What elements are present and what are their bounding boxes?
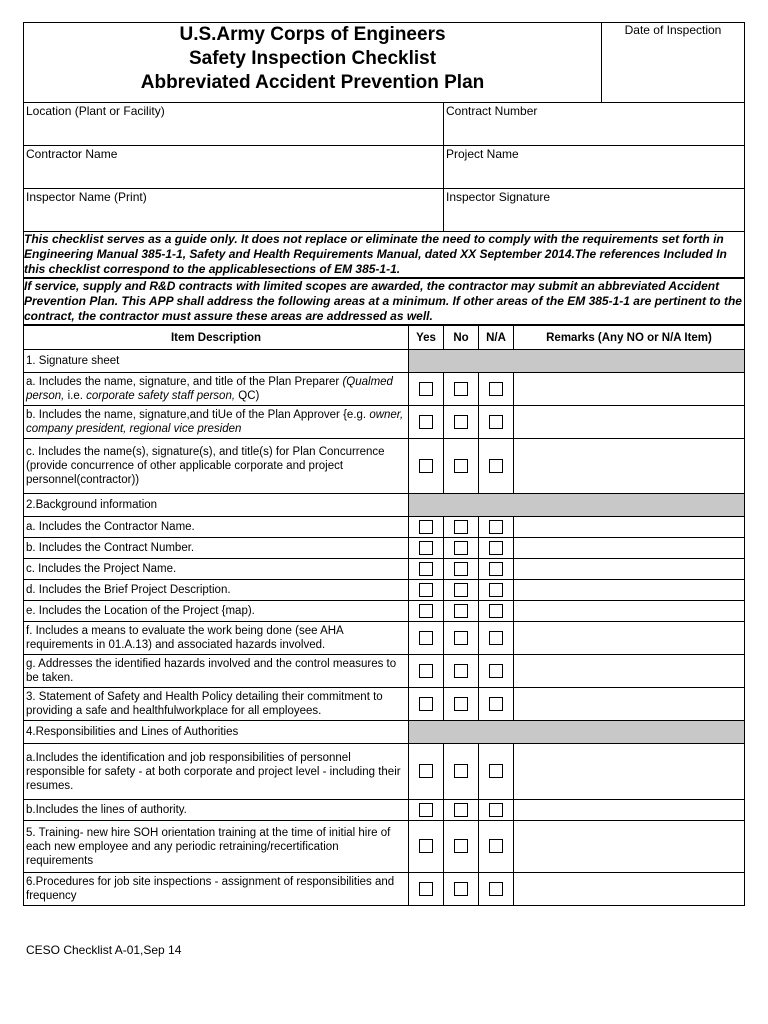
table-row xyxy=(24,538,745,559)
na-checkbox[interactable] xyxy=(489,459,503,473)
yes-checkbox[interactable] xyxy=(419,839,433,853)
table-row xyxy=(24,873,745,906)
section-shade xyxy=(409,494,745,517)
na-checkbox[interactable] xyxy=(489,839,503,853)
table-row xyxy=(24,439,745,494)
remarks-cell[interactable] xyxy=(514,688,745,721)
section-title: 1. Signature sheet xyxy=(24,350,409,373)
no-checkbox[interactable] xyxy=(454,604,468,618)
yes-checkbox[interactable] xyxy=(419,459,433,473)
remarks-cell[interactable] xyxy=(514,744,745,800)
item-description: f. Includes a means to evaluate the work being done (see AHA requirements in 01.A.13) and associated hazards involved. xyxy=(24,622,409,655)
no-checkbox[interactable] xyxy=(454,541,468,555)
remarks-cell[interactable] xyxy=(514,373,745,406)
no-checkbox[interactable] xyxy=(454,415,468,429)
no-checkbox[interactable] xyxy=(454,562,468,576)
title-line-1: U.S.Army Corps of Engineers xyxy=(179,24,446,45)
yes-checkbox[interactable] xyxy=(419,415,433,429)
remarks-cell[interactable] xyxy=(514,580,745,601)
na-checkbox[interactable] xyxy=(489,764,503,778)
section-shade xyxy=(409,350,745,373)
table-row xyxy=(24,601,745,622)
title-line-3: Abbreviated Accident Prevention Plan xyxy=(140,72,485,93)
checklist-table xyxy=(23,325,745,906)
na-checkbox[interactable] xyxy=(489,697,503,711)
na-checkbox[interactable] xyxy=(489,583,503,597)
contractor-name-label: Contractor Name xyxy=(26,147,118,161)
na-checkbox[interactable] xyxy=(489,520,503,534)
yes-checkbox[interactable] xyxy=(419,631,433,645)
table-row xyxy=(24,373,745,406)
item-description: a.Includes the identification and job responsibilities of personnel responsible for safety - at both corporate and project level - including their resumes. xyxy=(24,744,409,800)
remarks-cell[interactable] xyxy=(514,601,745,622)
item-description: 3. Statement of Safety and Health Policy detailing their commitment to providing a safe and healthfulworkplace for all employees. xyxy=(24,688,409,721)
no-header: No xyxy=(444,326,479,350)
remarks-cell[interactable] xyxy=(514,538,745,559)
yes-checkbox[interactable] xyxy=(419,764,433,778)
remarks-cell[interactable] xyxy=(514,406,745,439)
abbreviated-app-note: If service, supply and R&D contracts with limited scopes are awarded, the contractor may submit an abbreviated Accident Prevention Plan. This APP shall address the following areas at a minimum. If other areas of the EM 385-1-1 are pertinent to the contract, the contractor must assure these areas are addressed as well. xyxy=(24,278,745,325)
na-checkbox[interactable] xyxy=(489,541,503,555)
remarks-cell[interactable] xyxy=(514,655,745,688)
yes-checkbox[interactable] xyxy=(419,583,433,597)
na-checkbox[interactable] xyxy=(489,664,503,678)
na-checkbox[interactable] xyxy=(489,415,503,429)
item-text-italic: corporate safety staff person, xyxy=(86,390,239,402)
checklist-form xyxy=(23,22,744,906)
header-table xyxy=(23,22,745,325)
table-row xyxy=(24,580,745,601)
yes-checkbox[interactable] xyxy=(419,382,433,396)
na-checkbox[interactable] xyxy=(489,604,503,618)
table-row xyxy=(24,559,745,580)
na-checkbox[interactable] xyxy=(489,803,503,817)
remarks-cell[interactable] xyxy=(514,559,745,580)
item-text: QC) xyxy=(238,390,260,402)
yes-header: Yes xyxy=(409,326,444,350)
section-row xyxy=(24,350,745,373)
yes-checkbox[interactable] xyxy=(419,697,433,711)
na-checkbox[interactable] xyxy=(489,382,503,396)
table-row xyxy=(24,517,745,538)
contractor-name-field[interactable] xyxy=(24,146,443,188)
no-checkbox[interactable] xyxy=(454,382,468,396)
table-row xyxy=(24,406,745,439)
no-checkbox[interactable] xyxy=(454,764,468,778)
remarks-cell[interactable] xyxy=(514,821,745,873)
table-row xyxy=(24,655,745,688)
yes-checkbox[interactable] xyxy=(419,520,433,534)
yes-checkbox[interactable] xyxy=(419,882,433,896)
section-title: 2.Background information xyxy=(24,494,409,517)
section-row xyxy=(24,721,745,744)
item-description: e. Includes the Location of the Project {map). xyxy=(24,601,409,622)
inspector-name-field[interactable] xyxy=(24,189,443,231)
item-text: a. Includes the name, signature, and title of the Plan Preparer xyxy=(26,376,343,388)
yes-checkbox[interactable] xyxy=(419,803,433,817)
item-description: a. Includes the Contractor Name. xyxy=(24,517,409,538)
no-checkbox[interactable] xyxy=(454,631,468,645)
remarks-cell[interactable] xyxy=(514,439,745,494)
no-checkbox[interactable] xyxy=(454,664,468,678)
item-description: c. Includes the Project Name. xyxy=(24,559,409,580)
item-description: g. Addresses the identified hazards involved and the control measures to be taken. xyxy=(24,655,409,688)
yes-checkbox[interactable] xyxy=(419,604,433,618)
contract-number-field[interactable] xyxy=(444,103,744,145)
item-text: b. Includes the name, signature,and tiUe of the Plan Approver {e.g. xyxy=(26,409,370,421)
item-description: c. Includes the name(s), signature(s), and title(s) for Plan Concurrence (provide concurrence of other applicable corporate and project personnel(contractor)) xyxy=(24,439,409,494)
na-checkbox[interactable] xyxy=(489,562,503,576)
remarks-header: Remarks (Any NO or N/A Item) xyxy=(514,326,745,350)
table-row xyxy=(24,821,745,873)
footer-form-id: CESO Checklist A-01,Sep 14 xyxy=(26,943,182,957)
table-row xyxy=(24,744,745,800)
location-label: Location (Plant or Facility) xyxy=(26,104,165,118)
section-title: 4.Responsibilities and Lines of Authorities xyxy=(24,721,409,744)
item-description xyxy=(24,373,409,406)
item-description: 5. Training- new hire SOH orientation training at the time of initial hire of each new employee and any periodic retraining/recertification requirements xyxy=(24,821,409,873)
remarks-cell[interactable] xyxy=(514,873,745,906)
project-name-field[interactable] xyxy=(444,146,744,188)
item-text: i.e. xyxy=(67,390,87,402)
no-checkbox[interactable] xyxy=(454,882,468,896)
item-description: d. Includes the Brief Project Description. xyxy=(24,580,409,601)
inspector-signature-field[interactable] xyxy=(444,189,744,231)
guide-note: This checklist serves as a guide only. It does not replace or eliminate the need to comply with the requirements set forth in Engineering Manual 385-1-1, Safety and Health Requirements Manual, dated XX September 2014.The references Included In this checklist correspond to the applicablesections of EM 385-1-1. xyxy=(24,232,745,279)
project-name-label: Project Name xyxy=(446,147,519,161)
item-description: 6.Procedures for job site inspections - assignment of responsibilities and frequency xyxy=(24,873,409,906)
item-description: b. Includes the Contract Number. xyxy=(24,538,409,559)
table-row xyxy=(24,800,745,821)
remarks-cell[interactable] xyxy=(514,622,745,655)
yes-checkbox[interactable] xyxy=(419,541,433,555)
section-shade xyxy=(409,721,745,744)
item-description-header: Item Description xyxy=(24,326,409,350)
contract-number-label: Contract Number xyxy=(446,104,538,118)
item-text-italic: owner, company president, regional vice presiden xyxy=(26,409,404,435)
yes-checkbox[interactable] xyxy=(419,562,433,576)
remarks-cell[interactable] xyxy=(514,800,745,821)
item-description xyxy=(24,406,409,439)
table-row xyxy=(24,622,745,655)
no-checkbox[interactable] xyxy=(454,839,468,853)
table-row xyxy=(24,688,745,721)
section-row xyxy=(24,494,745,517)
no-checkbox[interactable] xyxy=(454,459,468,473)
no-checkbox[interactable] xyxy=(454,697,468,711)
inspector-signature-label: Inspector Signature xyxy=(446,190,551,204)
na-header: N/A xyxy=(479,326,514,350)
no-checkbox[interactable] xyxy=(454,520,468,534)
yes-checkbox[interactable] xyxy=(419,664,433,678)
no-checkbox[interactable] xyxy=(454,803,468,817)
remarks-cell[interactable] xyxy=(514,517,745,538)
item-description: b.Includes the lines of authority. xyxy=(24,800,409,821)
inspector-name-label: Inspector Name (Print) xyxy=(26,190,147,204)
date-of-inspection-label: Date of Inspection xyxy=(624,23,722,37)
date-of-inspection-field[interactable] xyxy=(602,23,745,103)
na-checkbox[interactable] xyxy=(489,882,503,896)
item-text-italic: (Qualmed person, xyxy=(26,376,393,402)
title-line-2: Safety Inspection Checklist xyxy=(188,48,437,69)
na-checkbox[interactable] xyxy=(489,631,503,645)
no-checkbox[interactable] xyxy=(454,583,468,597)
location-field[interactable] xyxy=(24,103,443,145)
form-title xyxy=(24,23,602,103)
